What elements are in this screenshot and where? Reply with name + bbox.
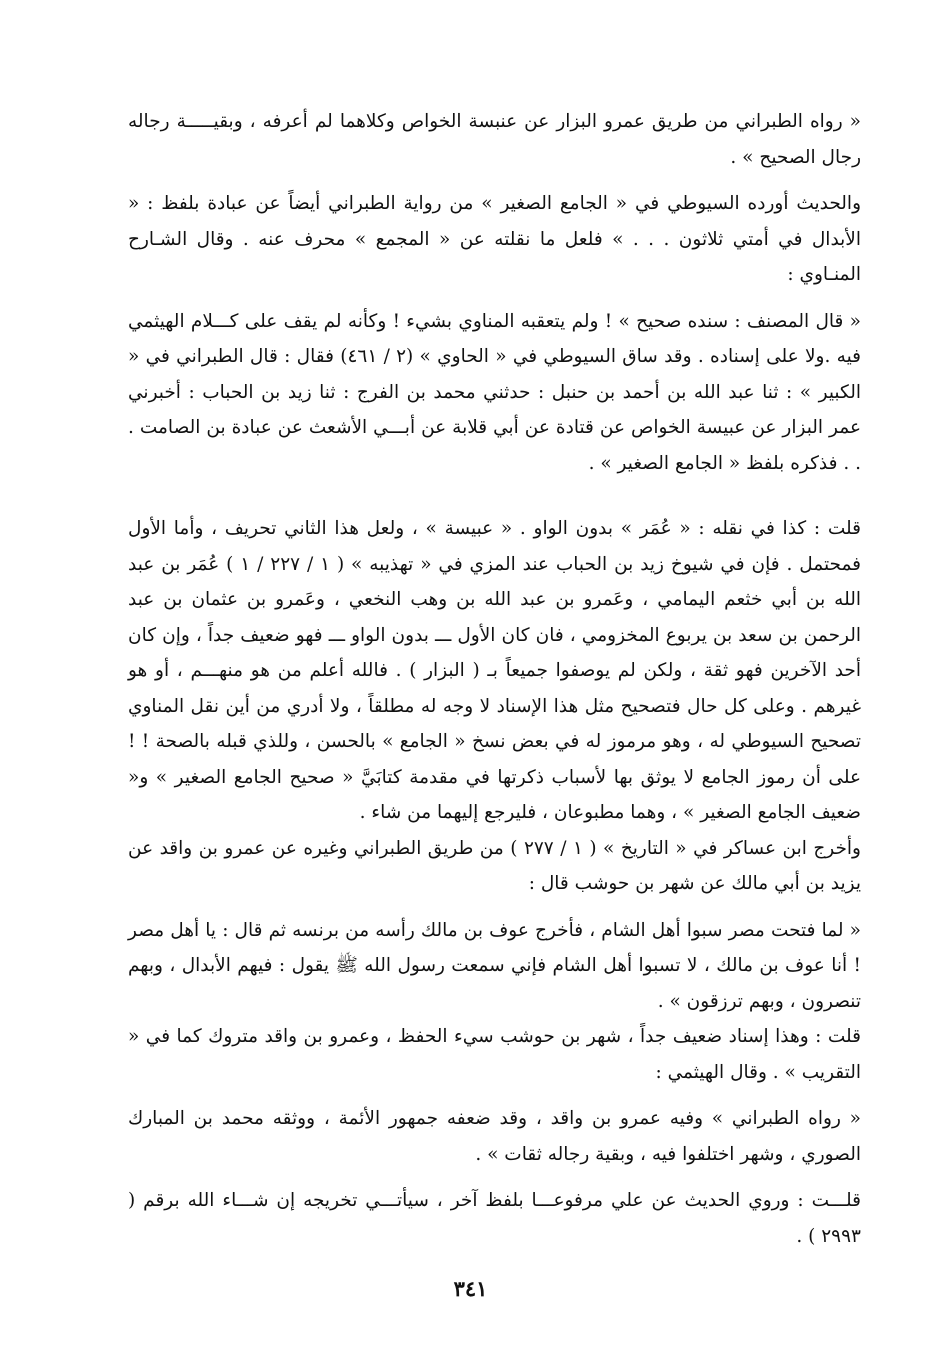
- paragraph-ibn-asakir: وأخرج ابن عساكر في « التاريخ » ( ١ / ٢٧٧ ) من طريق الطبراني وغيره عن عمرو بن واقد عن يزيد بن أبي مالك عن شهر بن حوشب قال :: [128, 837, 861, 894]
- paragraph-suyuti-jami: والحديث أورده السيوطي في « الجامع الصغير » من رواية الطبراني أيضاً عن عبادة بلفظ : « الأبدال في أمتي ثلاثون . . . » فلعل ما نقلته عن « المجمع » محرف عنه . وقال الشـارح المنـاوي :: [128, 193, 861, 285]
- quote-awf-bin-malik: « لما فتحت مصر سبوا أهل الشام ، فأخرج عوف بن مالك رأسه من برنسه ثم قال : يا أهل مصر ! أنا عوف بن مالك ، لا تسبوا أهل الشام فإني سمعت رسول الله ﷺ يقول : فيهم الأبدال ، وبهم تنصرون ، وبهم ترزقون » .: [128, 919, 861, 1012]
- paragraph-munawi-sanad: « قال المصنف : سنده صحيح » ! ولم يتعقبه المناوي بشيء ! وكأنه لم يقف على كـــلام الهيثمي فيه .ولا على إسناده . وقد ساق السيوطي في « الحاوي » (٢ / ٤٦١) فقال : قال الطبراني في « الكبير » : ثنا عبد الله بن أحمد بن حنبل : حدثني محمد بن الفرج : ثنا زيد بن الحباب : أخبرني عمر البزار عن عبيسة الخواص عن قتادة عن أبي قلابة عن أبـــي الأشعث عن عبادة بن الصامت . . . فذكره بلفظ « الجامع الصغير » .: [128, 310, 861, 474]
- paragraph-qultu-marfu: قلـــت : وروي الحديث عن علي مرفوعـــا بلفظ آخر ، سيأتـــي تخريجه إن شـــاء الله برقم ( ٢٩٩٣ ) .: [128, 1190, 861, 1247]
- quote-haythami: « رواه الطبراني » وفيه عمرو بن واقد ، وقد ضعفه جمهور الأئمة ، ووثقه محمد بن المبارك الصوري ، وشهر اختلفوا فيه ، وبقية رجاله ثقات » .: [128, 1108, 861, 1165]
- quote-tabarani-rijal: « رواه الطبراني من طريق عمرو البزار عن عنبسة الخواص وكلاهما لم أعرفه ، وبقيـــــة رجاله رجال الصحيح » .: [128, 111, 861, 168]
- page-body: [128, 104, 861, 1254]
- paragraph-qultu-isnad: قلت : وهذا إسناد ضعيف جداً ، شهر بن حوشب سيء الحفظ ، وعمرو بن واقد متروك كما في « التقريب » . وقال الهيثمي :: [128, 1026, 861, 1083]
- page-number: ٣٤١: [453, 1276, 488, 1301]
- paragraph-qultu-naqlihi: قلت : كذا في نقله : « عُمَر » بدون الواو . « عبيسة » ، ولعل هذا الثاني تحريف ، وأما الأول فمحتمل . فإن في شيوخ زيد بن الحباب عند المزي في « تهذيبه » ( ١ / ٢٢٧ / ١ ) عُمَر بن عبد الله بن أبي خثعم اليمامي ، وعَمرو بن عبد الله بن وهب النخعي ، وعَمرو بن عثمان بن عبد الرحمن بن سعد بن يربوع المخزومي ، فان كان الأول ـــ بدون الواو ـــ فهو ضعيف جداً ، وإن كان أحد الآخرين فهو ثقة ، ولكن لم يوصفوا جميعاً بـ ( البزار ) . فالله أعلم من هو منهـــم ، أو هو غيرهم . وعلى كل حال فتصحيح مثل هذا الإسناد لا وجه له مطلقاً ، ولا أدري من أين نقل المناوي تصحيح السيوطي له ، وهو مرموز له في بعض نسخ « الجامع » بالحسن ، وللذي قبله بالصحة ! ! على أن رموز الجامع لا يوثق بها لأسباب ذكرتها في مقدمة كتابَيَّ « صحيح الجامع الصغير » و« ضعيف الجامع الصغير » ، وهما مطبوعان ، فليرجع إليهما من شاء .: [128, 518, 862, 823]
